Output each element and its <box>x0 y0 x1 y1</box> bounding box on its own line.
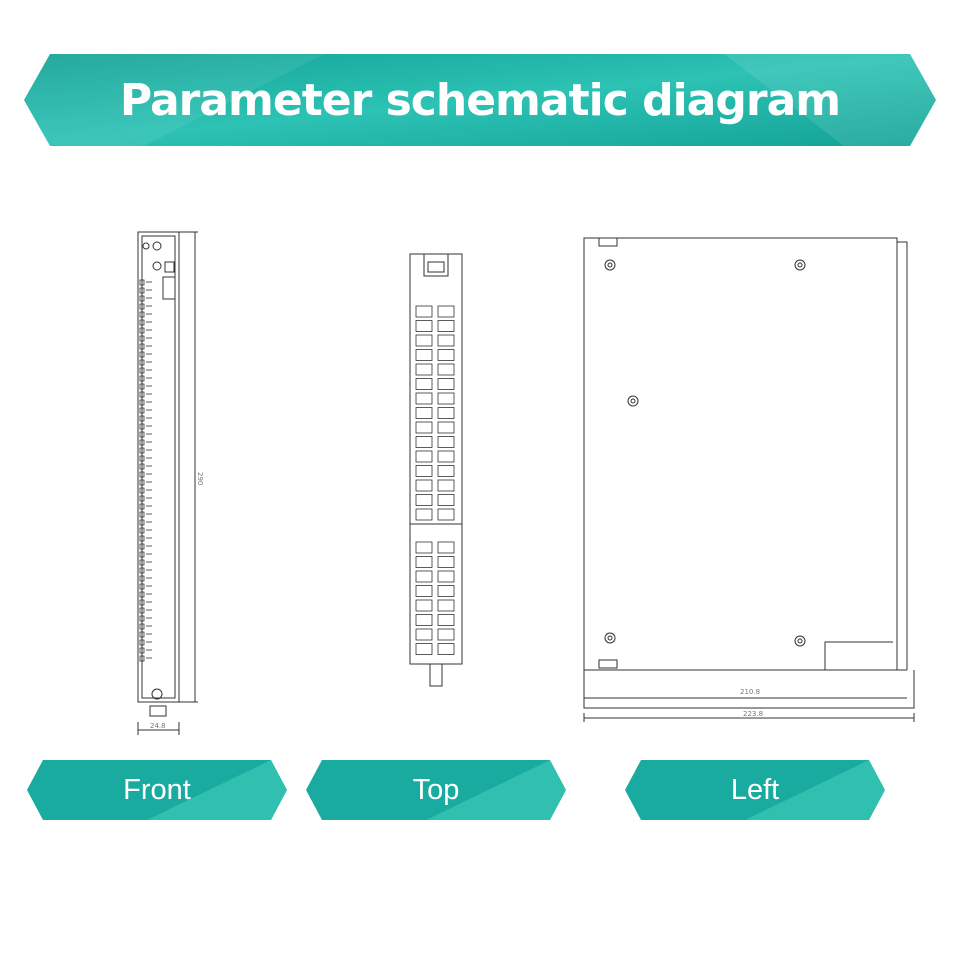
top-connector-cell <box>416 364 432 375</box>
top-connector-cell <box>438 480 454 491</box>
mounting-hole-center <box>608 263 612 267</box>
top-label: Top <box>412 773 460 806</box>
top-connector-cell <box>438 408 454 419</box>
title-banner <box>24 54 936 146</box>
top-connector-cell <box>438 600 454 611</box>
top-connector-cell <box>438 422 454 433</box>
mounting-hole-center <box>798 639 802 643</box>
top-view-svg <box>400 248 470 693</box>
top-connector-cell <box>438 306 454 317</box>
top-connector-cell <box>438 437 454 448</box>
top-connector-cell <box>416 393 432 404</box>
front-label-banner <box>27 760 287 820</box>
top-connector-cell <box>416 350 432 361</box>
left-label-banner <box>625 760 885 820</box>
left-depth-inner-dimension: 210.8 <box>740 688 761 696</box>
top-connector-cell <box>438 509 454 520</box>
top-connector-cell <box>438 586 454 597</box>
top-connector-cell <box>438 350 454 361</box>
top-connector-cell <box>416 542 432 553</box>
front-width-dimension: 24.8 <box>150 722 166 730</box>
left-view-drawing <box>575 228 925 728</box>
top-connector-cell <box>416 615 432 626</box>
top-connector-cell <box>416 422 432 433</box>
top-connector-cell <box>438 335 454 346</box>
top-connector-cell <box>416 306 432 317</box>
top-label-banner <box>306 760 566 820</box>
top-view-drawing <box>400 248 470 693</box>
top-connector-cell <box>438 571 454 582</box>
front-view-svg <box>120 222 220 747</box>
top-connector-cell <box>416 451 432 462</box>
top-connector-cell <box>438 542 454 553</box>
top-connector-cell <box>438 393 454 404</box>
top-connector-cell <box>416 335 432 346</box>
top-connector-cell <box>416 586 432 597</box>
left-label: Left <box>730 773 780 806</box>
top-connector-cell <box>438 451 454 462</box>
left-depth-outer-dimension: 223.8 <box>743 710 764 718</box>
top-connector-cell <box>416 644 432 655</box>
mounting-hole-center <box>631 399 635 403</box>
top-connector-cell <box>438 557 454 568</box>
top-connector-cell <box>438 466 454 477</box>
top-connector-cell <box>438 364 454 375</box>
top-connector-cell <box>416 557 432 568</box>
top-connector-cell <box>416 408 432 419</box>
top-connector-cell <box>416 509 432 520</box>
page-title: Parameter schematic diagram <box>119 74 841 126</box>
left-view-svg <box>575 228 925 728</box>
top-connector-cell <box>416 600 432 611</box>
top-connector-cell <box>416 480 432 491</box>
front-height-dimension: 290 <box>196 472 204 486</box>
mounting-hole-center <box>608 636 612 640</box>
top-connector-cell <box>416 321 432 332</box>
mounting-hole-icon <box>795 260 805 270</box>
mounting-hole-icon <box>605 260 615 270</box>
top-connector-cell <box>416 571 432 582</box>
top-connector-cell <box>416 495 432 506</box>
mounting-hole-icon <box>795 636 805 646</box>
front-view-drawing <box>120 222 220 747</box>
top-connector-cell <box>438 321 454 332</box>
mounting-hole-center <box>798 263 802 267</box>
mounting-hole-icon <box>605 633 615 643</box>
front-label: Front <box>123 773 191 806</box>
top-connector-cell <box>438 629 454 640</box>
mounting-hole-icon <box>628 396 638 406</box>
top-connector-cell <box>438 644 454 655</box>
top-connector-cell <box>416 437 432 448</box>
top-connector-cell <box>416 379 432 390</box>
top-connector-cell <box>438 495 454 506</box>
top-connector-cell <box>416 629 432 640</box>
top-connector-cell <box>438 615 454 626</box>
top-connector-cell <box>438 379 454 390</box>
top-connector-cell <box>416 466 432 477</box>
